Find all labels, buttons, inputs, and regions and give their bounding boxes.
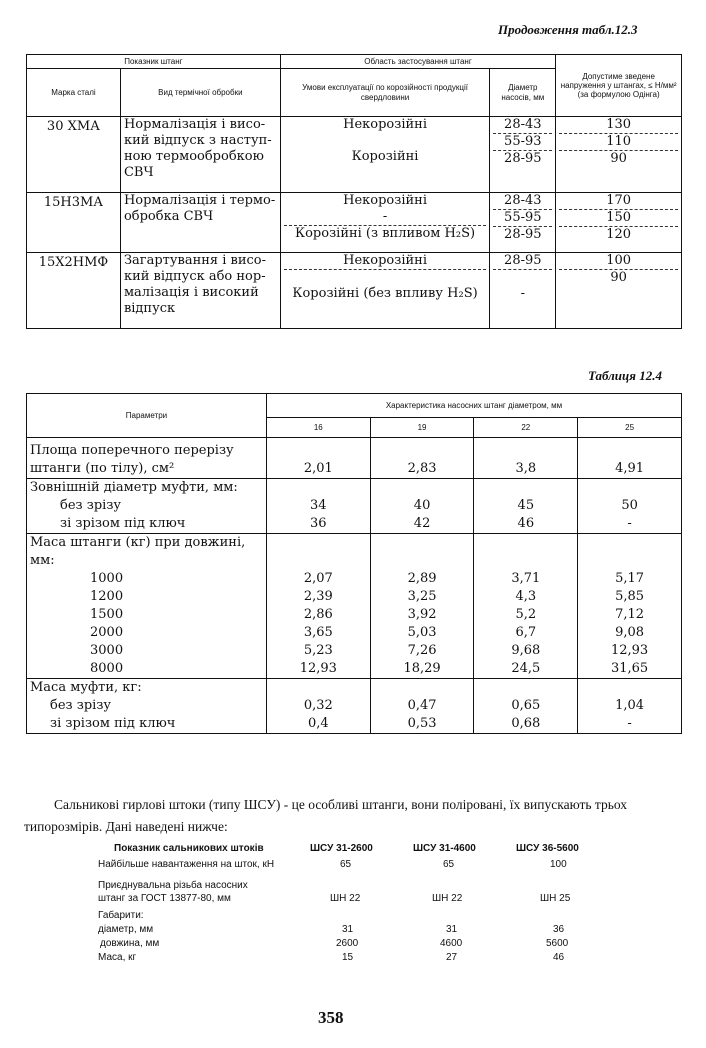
condition-value [284, 269, 487, 286]
conditions-cell [280, 193, 490, 253]
value: 3,8 [515, 461, 537, 476]
param-label: Площа поперечного перерізу [30, 443, 234, 458]
value: 3,25 [407, 589, 437, 604]
value-cell [266, 479, 370, 534]
value: 2,89 [407, 571, 437, 586]
steel-rods-table [26, 54, 682, 329]
value: 0,47 [407, 698, 437, 713]
header-pump-diameter: Діаметр насосів, мм [490, 69, 556, 117]
spec-value: 5600 [546, 938, 569, 949]
value-cell [474, 479, 578, 534]
table-row [27, 117, 682, 193]
treatment-line: кий відпуск з наступ- [123, 133, 272, 148]
value-cell [266, 679, 370, 734]
param-label: 8000 [90, 661, 124, 676]
treatment-line: обробка СВЧ [123, 209, 214, 224]
value-cell [474, 438, 578, 479]
value: 50 [621, 498, 638, 513]
value-cell [266, 534, 370, 679]
value-cell [370, 479, 474, 534]
conditions-cell [280, 253, 490, 329]
condition-value: Некорозійні [343, 253, 427, 268]
param-label: 2000 [90, 625, 124, 640]
param-label-cell [27, 679, 267, 734]
header-heat-treatment: Вид термічної обробки [120, 69, 280, 117]
stress-value: 90 [559, 150, 678, 167]
body-paragraph: Сальникові гирлові штоки (типу ШСУ) - це особливі штанги, вони поліровані, їх випускають трьох типорозмірів. Дані наведені нижче: [24, 797, 628, 834]
stress-value: 120 [559, 226, 678, 243]
spec-value: 27 [446, 952, 458, 963]
value: 9,68 [511, 643, 541, 658]
table2-caption: Таблиця 12.4 [588, 368, 662, 383]
spec-value: 4600 [440, 938, 463, 949]
table-row [27, 679, 682, 734]
spec-header-col: ШСУ 31-2600 [310, 843, 373, 854]
value: 2,07 [303, 571, 333, 586]
stress-value: 90 [559, 269, 678, 286]
value: 34 [310, 498, 327, 513]
param-label: 1500 [90, 607, 124, 622]
header-allowed-stress: Допустиме зведене напруження у штангах, ≤ Н/мм² (за формулою Одінга) [556, 55, 682, 117]
stress-cell [556, 253, 682, 329]
spec-value: ШН 25 [540, 893, 571, 904]
spec-value: ШН 22 [330, 893, 361, 904]
diameter-cell [490, 253, 556, 329]
table-row [27, 253, 682, 329]
value: 0,4 [307, 716, 329, 731]
page-number: 358 [318, 1008, 344, 1027]
spec-row-label: Маса, кг [98, 952, 137, 963]
header-steel-grade: Марка сталі [27, 69, 121, 117]
value: 7,12 [615, 607, 645, 622]
condition-value: Некорозійні [343, 117, 427, 132]
treatment-line: відпуск [123, 301, 176, 316]
spec-value: 65 [443, 859, 455, 870]
treatment-cell [120, 193, 280, 253]
spec-value: ШН 22 [432, 893, 463, 904]
value: 0,65 [511, 698, 541, 713]
spec-header-col: ШСУ 36-5600 [516, 843, 579, 854]
table-row [27, 534, 682, 679]
param-label: Маса муфти, кг: [30, 680, 142, 695]
spec-value: 36 [553, 924, 565, 935]
treatment-line: малізація і високий [123, 285, 259, 300]
diameter-cell [490, 117, 556, 193]
treatment-line: СВЧ [123, 165, 154, 180]
value-cell [578, 679, 682, 734]
header-diameter-22: 22 [474, 418, 578, 438]
diameter-value: 28-43 [504, 117, 542, 132]
param-label: Маса штанги (кг) при довжині, [30, 535, 246, 550]
value: 40 [413, 498, 431, 513]
param-label: мм: [30, 553, 55, 568]
value: - [627, 516, 632, 531]
value: 42 [413, 516, 431, 531]
value: 9,08 [615, 625, 645, 640]
value: 0,68 [511, 716, 541, 731]
spec-row-label: Габарити: [98, 910, 144, 921]
spec-value: 100 [550, 859, 567, 870]
value: 5,17 [615, 571, 645, 586]
value-cell [578, 438, 682, 479]
diameter-value [493, 269, 552, 286]
stress-cell [556, 117, 682, 193]
steel-grade: 30 ХМА [27, 117, 121, 193]
param-label: 3000 [90, 643, 124, 658]
value: 3,92 [407, 607, 437, 622]
group-header-application: Область застосування штанг [280, 55, 555, 69]
spec-value: 2600 [336, 938, 359, 949]
treatment-line: Нормалізація і термо- [123, 193, 276, 208]
treatment-cell [120, 117, 280, 193]
header-parameters: Параметри [27, 394, 267, 438]
diameter-value: - [520, 286, 525, 301]
spec-header-label: Показник сальникових штоків [114, 843, 264, 854]
condition-value: Некорозійні [343, 193, 427, 208]
conditions-cell [280, 117, 490, 193]
header-diameter-19: 19 [370, 418, 474, 438]
diameter-value: 55-93 [493, 133, 552, 150]
value: 7,26 [407, 643, 437, 658]
condition-value: Корозійні (з впливом H₂S) [284, 225, 487, 242]
header-characteristics: Характеристика насосних штанг діаметром, мм [266, 394, 681, 418]
treatment-line: кий відпуск або нор- [123, 269, 266, 284]
value: 18,29 [403, 661, 441, 676]
value: 4,91 [615, 461, 645, 476]
value: 12,93 [299, 661, 337, 676]
value: 5,2 [515, 607, 537, 622]
diameter-value: 28-95 [493, 150, 552, 167]
param-label-cell [27, 438, 267, 479]
header-diameter-16: 16 [266, 418, 370, 438]
spec-row-label: штанг за ГОСТ 13877-80, мм [98, 893, 231, 904]
spec-row-label: діаметр, мм [98, 924, 154, 935]
param-label: Зовнішній діаметр муфти, мм: [30, 480, 238, 495]
param-label-cell [27, 479, 267, 534]
condition-value [284, 133, 487, 149]
param-label: зі зрізом під ключ [50, 716, 176, 731]
value: 5,03 [407, 625, 437, 640]
spec-row-label: Приєднувальна різьба насосних [98, 880, 248, 891]
value: 36 [310, 516, 327, 531]
value: 24,5 [511, 661, 541, 676]
steel-grade: 15Н3МА [27, 193, 121, 253]
diameter-cell [490, 193, 556, 253]
value: 1,04 [615, 698, 645, 713]
value: 46 [517, 516, 535, 531]
value: 6,7 [515, 625, 537, 640]
value: 4,3 [515, 589, 537, 604]
value-cell [578, 534, 682, 679]
treatment-cell [120, 253, 280, 329]
value: 5,85 [615, 589, 645, 604]
param-label-cell [27, 534, 267, 679]
diameter-value: 28-95 [493, 226, 552, 243]
table-row [27, 438, 682, 479]
treatment-line: ною термообробкою [123, 149, 264, 164]
spec-value: 31 [342, 924, 354, 935]
value: 12,93 [610, 643, 649, 658]
param-label: без зрізу [60, 498, 122, 513]
stress-value: 110 [559, 133, 678, 150]
value: 2,39 [303, 589, 333, 604]
value: - [627, 716, 632, 731]
param-label: зі зрізом під ключ [60, 516, 186, 531]
spec-value: 46 [553, 952, 565, 963]
stress-value: 170 [606, 193, 632, 208]
spec-row-label: довжина, мм [100, 938, 160, 949]
value: 5,23 [303, 643, 333, 658]
condition-value: Корозійні (без впливу H₂S) [292, 286, 478, 301]
value-cell [474, 534, 578, 679]
spec-value: 15 [342, 952, 354, 963]
value: 2,86 [303, 607, 333, 622]
param-label: 1000 [90, 571, 124, 586]
param-label: 1200 [90, 589, 124, 604]
stress-value: 100 [606, 253, 632, 268]
spec-header-col: ШСУ 31-4600 [413, 843, 476, 854]
table-row [27, 193, 682, 253]
header-diameter-25: 25 [578, 418, 682, 438]
value-cell [578, 479, 682, 534]
value: 3,71 [511, 571, 541, 586]
stress-cell [556, 193, 682, 253]
treatment-line: Нормалізація і висо- [123, 117, 266, 132]
diameter-value: 28-95 [504, 253, 542, 268]
param-label: штанги (по тілу), см² [30, 461, 175, 476]
value-cell [474, 679, 578, 734]
value: 3,65 [303, 625, 333, 640]
stress-value: 150 [559, 209, 678, 226]
value: 2,83 [407, 461, 437, 476]
value: 0,32 [303, 698, 333, 713]
value: 0,53 [407, 716, 437, 731]
value: 31,65 [610, 661, 649, 676]
diameter-value: 28-43 [504, 193, 542, 208]
param-label: без зрізу [50, 698, 112, 713]
condition-value: Корозійні [351, 149, 419, 164]
treatment-line: Загартування і висо- [123, 253, 267, 268]
table-row [27, 479, 682, 534]
spec-value: 31 [446, 924, 458, 935]
steel-grade: 15Х2НМФ [27, 253, 121, 329]
value: 2,01 [303, 461, 333, 476]
condition-value: - [382, 209, 388, 224]
value: 45 [517, 498, 535, 513]
value-cell [266, 438, 370, 479]
stress-value: 130 [606, 117, 632, 132]
spec-row-label: Найбільше навантаження на шток, кН [98, 859, 275, 870]
value-cell [370, 438, 474, 479]
rod-characteristics-table [26, 393, 682, 734]
diameter-value: 55-95 [493, 209, 552, 226]
table1-caption: Продовження табл.12.3 [498, 22, 638, 37]
header-conditions: Умови експлуатації по корозійності продукції свердловини [280, 69, 490, 117]
spec-value: 65 [340, 859, 352, 870]
value-cell [370, 679, 474, 734]
group-header-rods: Показник штанг [27, 55, 281, 69]
value-cell [370, 534, 474, 679]
